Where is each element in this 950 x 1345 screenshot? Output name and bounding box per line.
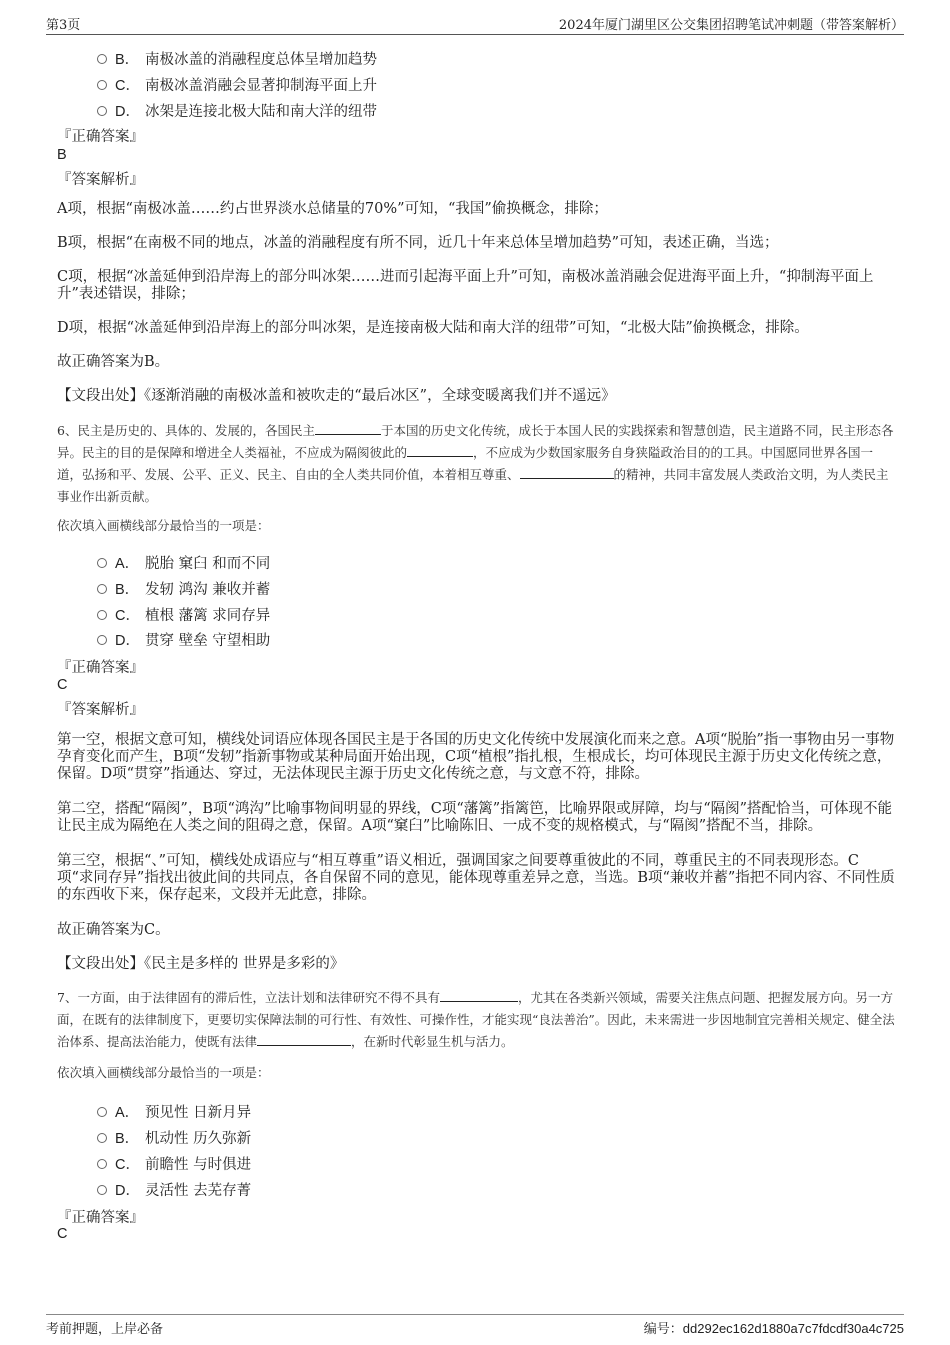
q6-text: 6、民主是历史的、具体的、发展的，各国民主 于本国的历史文化传统，成长于本国人民的实践探索和智慧创造，民主道路不同，民主形态各异。民主的目的是保障和增进全人类福祉，不应成为隔阂彼此的 ，不应成为少数国家服务自身狭隘政治目的的工具。中国愿同世界各国一道，弘扬和平、发展、公平、正义、民主、自由的全人类共同价值，本着相互尊重、 的精神，共同丰富发展人类政治文明，为人类民主事业作出新贡献。 xyxy=(57,423,894,504)
q7-answer: C xyxy=(57,1226,68,1242)
q6-answer-label: 『正确答案』 xyxy=(57,660,144,676)
radio-icon[interactable] xyxy=(97,54,107,64)
blank-line xyxy=(315,422,381,435)
document-title: 2024年厦门湖里区公交集团招聘笔试冲刺题（带答案解析） xyxy=(558,18,904,33)
q5-answer-label: 『正确答案』 xyxy=(57,129,144,145)
q6-stem: 依次填入画横线部分最恰当的一项是： xyxy=(57,518,270,533)
q5-analysis-c: C项，根据“冰盖延伸到沿岸海上的部分叫冰架……进而引起海平面上升”可知，南极冰盖消融会促进海平面上升，“抑制海平面上升”表述错误，排除； xyxy=(57,269,874,302)
q6-analysis-blank2: 第二空，搭配“隔阂”，B项“鸿沟”比喻事物间明显的界线，C项“藩篱”指篱笆，比喻界限或屏障，均与“隔阂”搭配恰当，可体现不能让民主成为隔绝在人类之间的阻碍之意，保留。A项“窠臼”比喻陈旧、一成不变的规格模式，与“隔阂”搭配不当，排除。 xyxy=(57,801,893,834)
q5-option-d[interactable]: D． 冰架是连接北极大陆和南大洋的纽带 xyxy=(97,100,377,120)
radio-icon[interactable] xyxy=(97,106,107,116)
q5-analysis-label: 『答案解析』 xyxy=(57,172,144,188)
radio-icon[interactable] xyxy=(97,635,107,645)
blank-line xyxy=(407,444,473,457)
radio-icon[interactable] xyxy=(97,1185,107,1195)
q7-option-b[interactable]: B． 机动性 历久弥新 xyxy=(97,1127,251,1147)
q7-stem: 依次填入画横线部分最恰当的一项是： xyxy=(57,1065,270,1080)
q6-option-a[interactable]: A． 脱胎 窠臼 和而不同 xyxy=(97,552,270,572)
q6-analysis-label: 『答案解析』 xyxy=(57,702,144,718)
q5-option-c[interactable]: C． 南极冰盖消融会显著抑制海平面上升 xyxy=(97,74,377,94)
radio-icon[interactable] xyxy=(97,584,107,594)
footer-slogan: 考前押题，上岸必备 xyxy=(46,1322,164,1337)
page-header xyxy=(46,14,904,35)
page-footer xyxy=(46,1314,904,1335)
q7-option-c[interactable]: C． 前瞻性 与时俱进 xyxy=(97,1153,251,1173)
radio-icon[interactable] xyxy=(97,80,107,90)
q7-option-d[interactable]: D． 灵活性 去芜存菁 xyxy=(97,1179,251,1199)
q7-answer-label: 『正确答案』 xyxy=(57,1210,144,1226)
q6-option-b[interactable]: B． 发轫 鸿沟 兼收并蓄 xyxy=(97,578,270,598)
blank-line xyxy=(520,466,614,479)
q5-option-b[interactable]: B． 南极冰盖的消融程度总体呈增加趋势 xyxy=(97,48,377,68)
q5-answer: B xyxy=(57,147,67,163)
blank-line xyxy=(257,1033,351,1046)
radio-icon[interactable] xyxy=(97,558,107,568)
radio-icon[interactable] xyxy=(97,1133,107,1143)
page-number: 第3页 xyxy=(46,18,81,33)
q6-conclusion: 故正确答案为C。 xyxy=(57,922,170,938)
q5-conclusion: 故正确答案为B。 xyxy=(57,354,170,370)
radio-icon[interactable] xyxy=(97,610,107,620)
q5-analysis-b: B项，根据“在南极不同的地点，冰盖的消融程度有所不同，近几十年来总体呈增加趋势”可知，表述正确，当选； xyxy=(57,235,779,251)
q6-option-c[interactable]: C． 植根 藩篱 求同存异 xyxy=(97,604,270,624)
q7-option-a[interactable]: A． 预见性 日新月异 xyxy=(97,1101,251,1121)
radio-icon[interactable] xyxy=(97,1107,107,1117)
q7-text: 7、一方面，由于法律固有的滞后性，立法计划和法律研究不得不具有 ，尤其在各类新兴领域，需要关注焦点问题、把握发展方向。另一方面，在既有的法律制度下，更要切实保障法制的可行性、有效性、可操作性，才能实现“良法善治”。因此，未来需进一步因地制宜完善相关规定、健全法治体系、提高法治能力，使既有法律 ，在新时代彰显生机与活力。 xyxy=(57,990,895,1049)
q5-analysis-a: A项，根据“南极冰盖……约占世界淡水总储量的70%”可知，“我国”偷换概念，排除； xyxy=(57,201,608,217)
q6-answer: C xyxy=(57,677,68,693)
radio-icon[interactable] xyxy=(97,1159,107,1169)
q5-source: 【文段出处】《逐渐消融的南极冰盖和被吹走的“最后冰区”，全球变暖离我们并不遥远》 xyxy=(57,388,616,404)
blank-line xyxy=(440,989,518,1002)
q6-source: 【文段出处】《民主是多样的 世界是多彩的》 xyxy=(57,956,345,972)
document-code: 编号：dd292ec162d1880a7c7fdcdf30a4c725 xyxy=(643,1321,904,1337)
q5-analysis-d: D项，根据“冰盖延伸到沿岸海上的部分叫冰架，是连接南极大陆和南大洋的纽带”可知，“北极大陆”偷换概念，排除。 xyxy=(57,320,809,336)
q6-analysis-blank1: 第一空，根据文意可知，横线处词语应体现各国民主是于各国的历史文化传统中发展演化而来之意。A项“脱胎”指一事物由另一事物孕育变化而产生，B项“发轫”指新事物或某种局面开始出现，C项“植根”指扎根，生根成长，均可体现民主源于历史文化传统之意，保留。D项“贯穿”指通达、穿过，无法体现民主源于历史文化传统之意，与文意不符，排除。 xyxy=(57,732,895,782)
q6-analysis-blank3: 第三空，根据“、”可知，横线处成语应与“相互尊重”语义相近，强调国家之间要尊重彼此的不同，尊重民主的不同表现形态。C项“求同存异”指找出彼此间的共同点，各自保留不同的意见，能体现尊重差异之意，当选。B项“兼收并蓄”指把不同内容、不同性质的东西收下来，保存起来，文段并无此意，排除。 xyxy=(57,853,895,903)
q6-option-d[interactable]: D． 贯穿 壁垒 守望相助 xyxy=(97,629,270,649)
